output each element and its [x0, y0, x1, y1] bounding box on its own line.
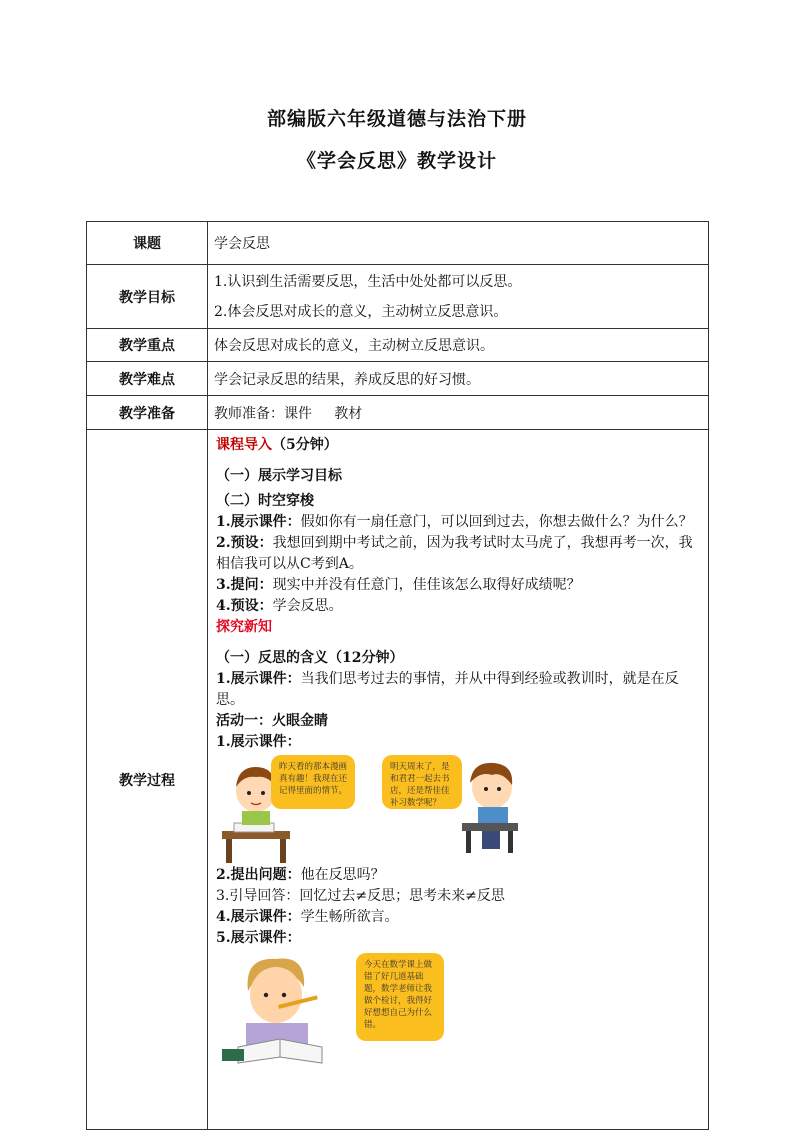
- paragraph-lead: 2.提出问题：: [216, 867, 301, 883]
- table-row: [87, 430, 709, 1130]
- activity-heading: 活动一：火眼金睛: [216, 713, 328, 729]
- thinking-boy-illustration: [452, 753, 532, 865]
- process-paragraph: [216, 865, 702, 886]
- keypoint-label: 教学重点: [87, 329, 208, 362]
- table-row: [87, 396, 709, 430]
- paragraph-lead: 5.展示课件：: [216, 930, 301, 946]
- topic-label: 课题: [87, 222, 208, 265]
- speech-bubble: 今天在数学课上做错了好几道基础题，数学老师让我做个检讨，我得好好想想自己为什么错。: [356, 953, 444, 1041]
- paragraph-text: 假如你有一扇任意门，可以回到过去，你想去做什么？为什么？: [300, 514, 693, 530]
- paragraph-text: 学会反思。: [272, 598, 343, 614]
- paragraph-text: 当我们思考过去的事情，并从中得到经验或教训时，就是在反思。: [216, 671, 679, 708]
- process-paragraph: [216, 907, 702, 928]
- paragraph-lead: 1.展示课件：: [216, 734, 301, 750]
- goal-item: 2.体会反思对成长的意义，主动树立反思意识。: [214, 303, 508, 320]
- explore-heading: 探究新知: [216, 619, 272, 635]
- process-label: 教学过程: [87, 430, 208, 1130]
- process-paragraph: [216, 669, 702, 711]
- prep-value: 教师准备：课件 教材: [208, 396, 709, 430]
- paragraph-lead: 3.提问：: [216, 577, 273, 593]
- table-row: [87, 265, 709, 329]
- process-paragraph: [216, 533, 702, 575]
- document-title: 部编版六年级道德与法治下册: [266, 108, 527, 130]
- table-row: [87, 329, 709, 362]
- table-row: [87, 222, 709, 265]
- process-paragraph: [216, 596, 702, 617]
- document-subtitle: 《学会反思》教学设计: [296, 150, 497, 172]
- paragraph-lead: 1.展示课件：: [216, 514, 301, 530]
- difficulty-value: 学会记录反思的结果，养成反思的好习惯。: [208, 362, 709, 396]
- speech-bubble: 明天周末了，是和君君一起去书店，还是帮佳佳补习数学呢？: [382, 755, 462, 809]
- paragraph-text: 他在反思吗？: [300, 867, 385, 883]
- paragraph-lead: 4.展示课件：: [216, 909, 301, 925]
- goals-label: 教学目标: [87, 265, 208, 329]
- illustration-reflection-examples: [216, 753, 702, 865]
- intro-heading-line: [216, 435, 702, 456]
- lesson-plan-table: [86, 221, 709, 1130]
- paragraph-lead: 1.展示课件：: [216, 671, 301, 687]
- goals-cell: [208, 265, 709, 329]
- paragraph-text: 学生畅所欲言。: [300, 909, 399, 925]
- paragraph-lead: 2.预设：: [216, 535, 273, 551]
- paragraph-lead: 4.预设：: [216, 598, 273, 614]
- paragraph-text: 现实中并没有任意门，佳佳该怎么取得好成绩呢？: [272, 577, 581, 593]
- student-with-pencil-illustration: [218, 951, 348, 1067]
- section-heading: （一）反思的含义（12分钟）: [216, 650, 404, 666]
- process-cell: [208, 430, 709, 1130]
- paragraph-text: 我想回到期中考试之前，因为我考试时太马虎了，我想再考一次，我相信我可以从C考到A。: [216, 535, 693, 572]
- section-heading: （二）时空穿梭: [216, 493, 314, 509]
- prep-label: 教学准备: [87, 396, 208, 430]
- keypoint-value: 体会反思对成长的意义，主动树立反思意识。: [208, 329, 709, 362]
- intro-heading: 课程导入: [216, 437, 272, 453]
- difficulty-label: 教学难点: [87, 362, 208, 396]
- illustration-reflecting-student: [216, 949, 702, 1065]
- process-paragraph: [216, 575, 702, 596]
- process-paragraph: [216, 512, 702, 533]
- goal-item: 1.认识到生活需要反思，生活中处处都可以反思。: [214, 273, 522, 290]
- speech-bubble: 昨天看的那本漫画真有趣！我现在还记得里面的情节。: [271, 755, 355, 809]
- table-row: [87, 362, 709, 396]
- topic-value: 学会反思: [208, 222, 709, 265]
- intro-time: （5分钟）: [272, 437, 338, 453]
- section-heading: （一）展示学习目标: [216, 468, 342, 484]
- process-paragraph: 3.引导回答：回忆过去≠反思；思考未来≠反思: [216, 888, 505, 904]
